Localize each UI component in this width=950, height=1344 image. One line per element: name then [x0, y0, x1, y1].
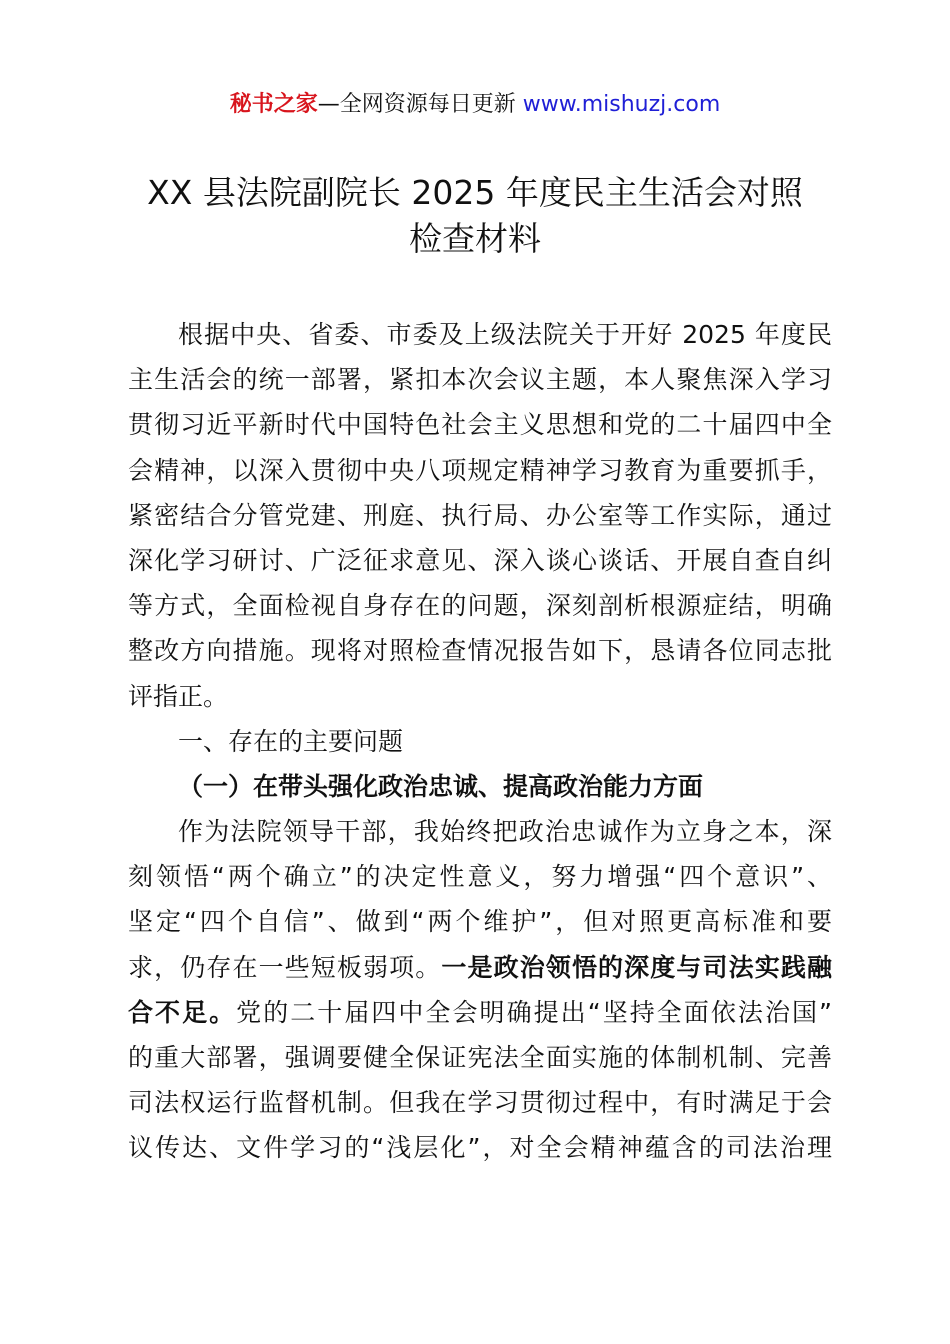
- paragraph-line: 坚定“四个自信”、做到“两个维护”，但对照更高标准和要: [128, 907, 832, 937]
- document-title: [100, 170, 850, 262]
- intro-line: 会精神，以深入贯彻中央八项规定精神学习教育为重要抓手，: [128, 455, 832, 485]
- site-brand[interactable]: 秘书之家: [229, 92, 318, 117]
- site-header: [0, 88, 950, 122]
- emphasis-text: 合不足。: [128, 997, 237, 1027]
- paragraph-line: [128, 990, 832, 1035]
- paragraph-text: 求，仍存在一些短板弱项。: [128, 952, 442, 982]
- section-heading: 一、存在的主要问题: [178, 726, 404, 756]
- title-line-2: 检查材料: [409, 219, 541, 258]
- intro-line: 紧密结合分管党建、刑庭、执行局、办公室等工作实际，通过: [128, 500, 832, 530]
- intro-line: 整改方向措施。现将对照检查情况报告如下，恳请各位同志批: [128, 636, 832, 666]
- intro-line: 根据中央、省委、市委及上级法院关于开好 2025 年度民: [178, 320, 832, 349]
- paragraph-line: 的重大部署，强调要健全保证宪法全面实施的体制机制、完善: [128, 1043, 832, 1072]
- intro-line: 等方式，全面检视自身存在的问题，深刻剖析根源症结，明确: [128, 591, 832, 621]
- paragraph-line: 作为法院领导干部，我始终把政治忠诚作为立身之本，深: [178, 817, 832, 847]
- paragraph-text: 党的二十届四中全会明确提出“坚持全面依法治国”: [236, 997, 832, 1027]
- title-line-1: XX 县法院副院长 2025 年度民主生活会对照: [147, 173, 803, 212]
- intro-line: 主生活会的统一部署，紧扣本次会议主题，本人聚焦深入学习: [128, 365, 832, 395]
- site-tagline: —全网资源每日更新: [317, 92, 523, 117]
- subsection-heading: （一）在带头强化政治忠诚、提高政治能力方面: [178, 771, 704, 801]
- paragraph-line: 议传达、文件学习的“浅层化”，对全会精神蕴含的司法治理: [128, 1133, 832, 1163]
- document-body: [128, 312, 832, 1171]
- site-url-link[interactable]: www.mishuzj.com: [522, 92, 721, 117]
- paragraph-line: 司法权运行监督机制。但我在学习贯彻过程中，有时满足于会: [128, 1088, 832, 1118]
- paragraph-line: 刻领悟“两个确立”的决定性意义，努力增强“四个意识”、: [128, 862, 832, 892]
- intro-line: 贯彻习近平新时代中国特色社会主义思想和党的二十届四中全: [128, 410, 832, 440]
- intro-line: 深化学习研讨、广泛征求意见、深入谈心谈话、开展自查自纠: [128, 545, 832, 575]
- paragraph-line: [128, 945, 832, 990]
- emphasis-text: 一是政治领悟的深度与司法实践融: [441, 952, 832, 982]
- intro-line: 评指正。: [128, 681, 229, 711]
